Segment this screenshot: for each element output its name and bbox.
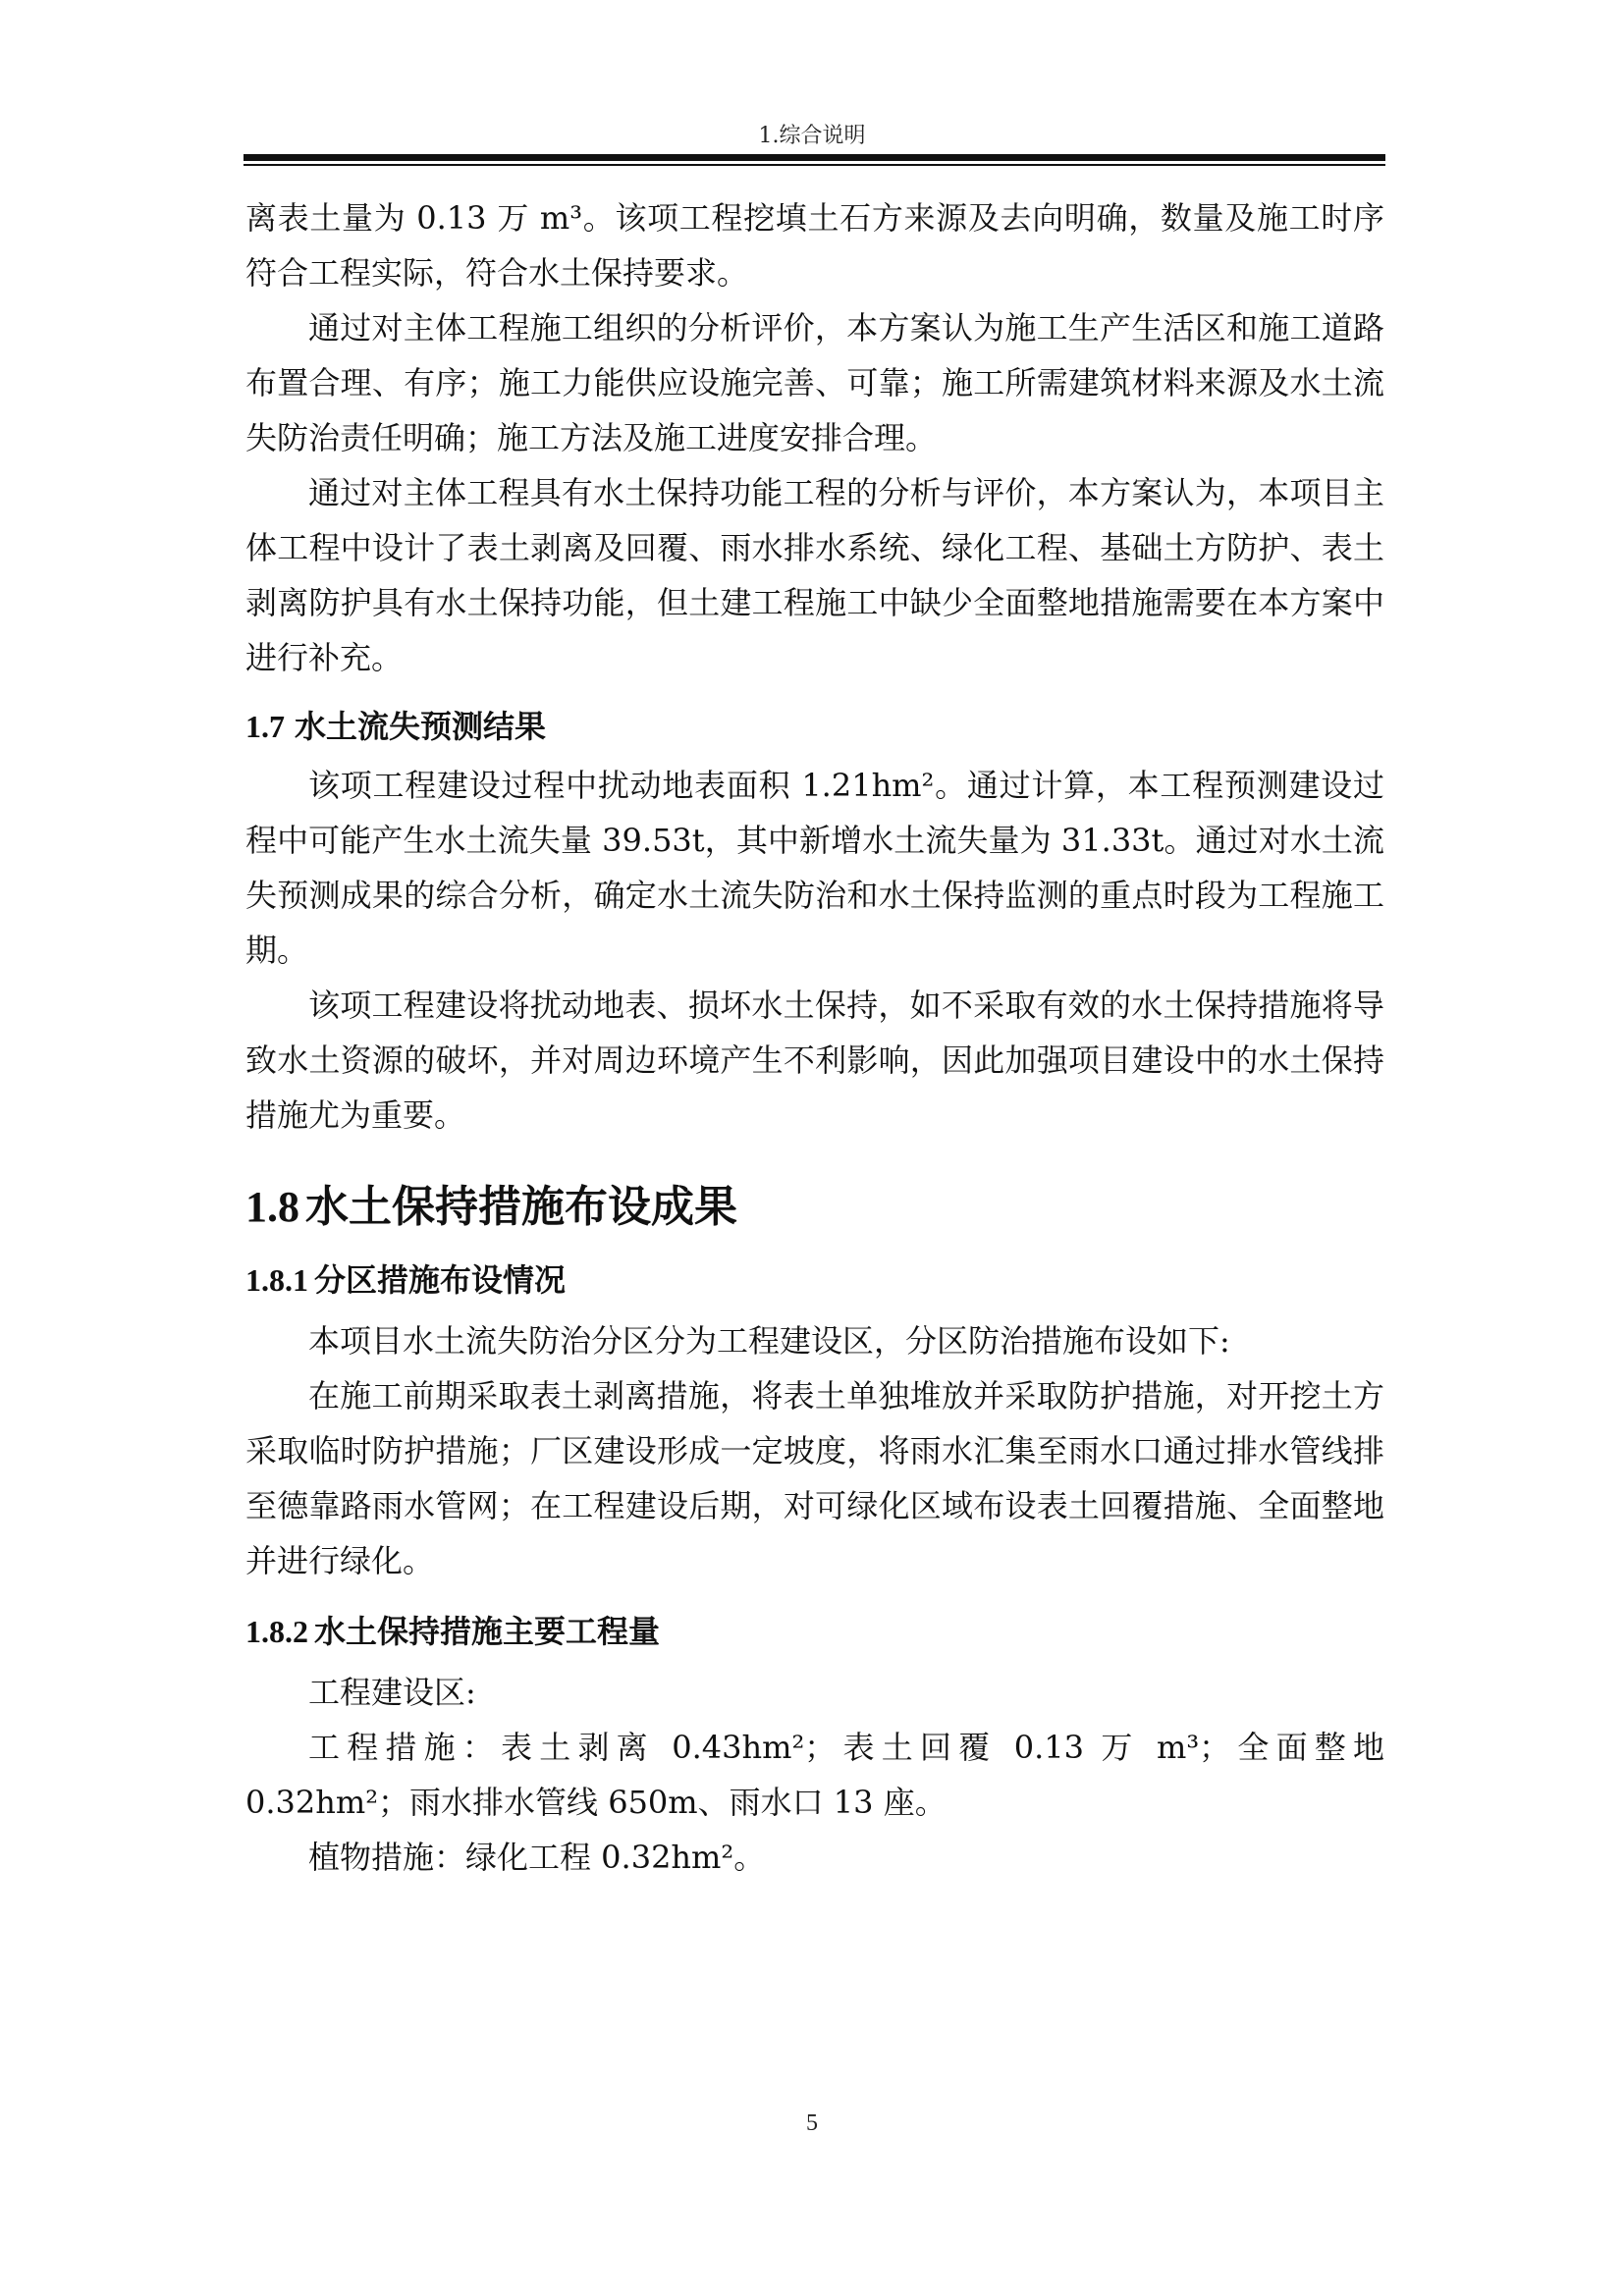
section-1-8-title: 水土保持措施布设成果 bbox=[305, 1182, 737, 1232]
page-number: 5 bbox=[806, 2110, 818, 2136]
section-1-7-title: 水土流失预测结果 bbox=[295, 708, 547, 745]
paragraph-zoning: 本项目水土流失防治分区分为工程建设区，分区防治措施布设如下: bbox=[308, 1322, 1230, 1360]
header-rule-thick bbox=[244, 154, 1385, 161]
section-1-8-heading bbox=[245, 1178, 1384, 1237]
paragraph-construction-organization: 通过对主体工程施工组织的分析评价，本方案认为施工生产生活区和施工道路布置合理、有序；施工力能供应设施完善、可靠；施工所需建筑材料来源及水土流失防治责任明确；施工方法及施工进度安排合理。 bbox=[245, 309, 1384, 456]
section-1-8-1-heading bbox=[245, 1255, 1384, 1306]
section-1-8-2-number: 1.8.2 bbox=[245, 1614, 308, 1649]
page-body bbox=[245, 190, 1384, 1885]
paragraph-soil-conservation-evaluation: 通过对主体工程具有水土保持功能工程的分析与评价，本方案认为，本项目主体工程中设计了表土剥离及回覆、雨水排水系统、绿化工程、基础土方防护、表土剥离防护具有水土保持功能，但土建工程施工中缺少全面整地措施需要在本方案中进行补充。 bbox=[245, 474, 1384, 676]
section-1-8-1-title: 分区措施布设情况 bbox=[314, 1261, 567, 1299]
paragraph-construction-zone: 工程建设区: bbox=[308, 1674, 476, 1711]
paragraph-engineering-measures: 工程措施：表土剥离 0.43hm²；表土回覆 0.13 万 m³；全面整地 0.32hm²；雨水排水管线 650m、雨水口 13 座。 bbox=[245, 1729, 1384, 1821]
section-1-8-2-title: 水土保持措施主要工程量 bbox=[314, 1613, 661, 1650]
paragraph-erosion-impact: 该项工程建设将扰动地表、损坏水土保持，如不采取有效的水土保持措施将导致水土资源的破坏，并对周边环境产生不利影响，因此加强项目建设中的水土保持措施尤为重要。 bbox=[245, 987, 1384, 1134]
paragraph-continuation: 离表土量为 0.13 万 m³。该项工程挖填土石方来源及去向明确，数量及施工时序符合工程实际，符合水土保持要求。 bbox=[245, 199, 1384, 292]
section-1-8-1-number: 1.8.1 bbox=[245, 1262, 308, 1298]
paragraph-zoning-measures: 在施工前期采取表土剥离措施，将表土单独堆放并采取防护措施，对开挖土方采取临时防护措施；厂区建设形成一定坡度，将雨水汇集至雨水口通过排水管线排至德靠路雨水管网；在工程建设后期，对可绿化区域布设表土回覆措施、全面整地并进行绿化。 bbox=[245, 1377, 1384, 1579]
header-rule-thin bbox=[244, 164, 1385, 166]
header-title: 1.综合说明 bbox=[758, 124, 866, 148]
section-1-7-heading bbox=[245, 701, 1384, 752]
section-1-8-2-heading bbox=[245, 1606, 1384, 1657]
section-1-8-number: 1.8 bbox=[245, 1183, 299, 1231]
paragraph-erosion-prediction: 该项工程建设过程中扰动地表面积 1.21hm²。通过计算，本工程预测建设过程中可能产生水土流失量 39.53t，其中新增水土流失量为 31.33t。通过对水土流失预测成果的综合分析，确定水土流失防治和水土保持监测的重点时段为工程施工期。 bbox=[245, 767, 1384, 969]
paragraph-plant-measures: 植物措施：绿化工程 0.32hm²。 bbox=[308, 1839, 766, 1876]
section-1-7-number: 1.7 bbox=[245, 709, 285, 744]
